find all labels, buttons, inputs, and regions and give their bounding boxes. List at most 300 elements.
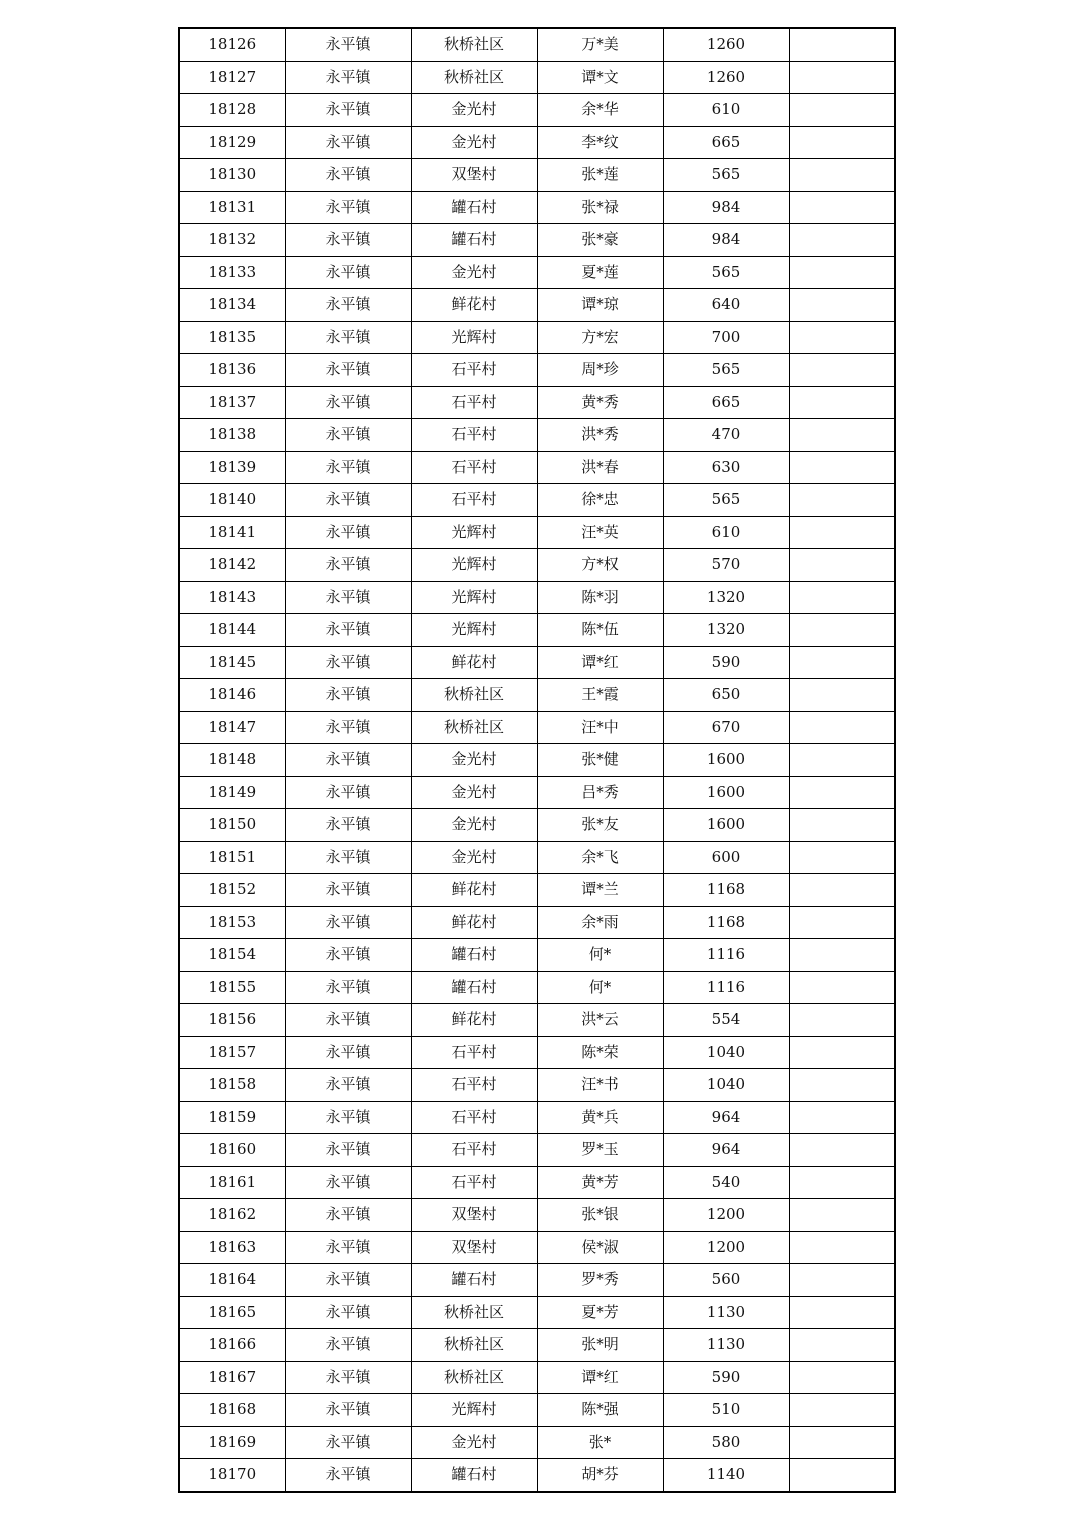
amount-cell: 1140: [663, 1459, 789, 1492]
remark-cell: [789, 1264, 895, 1297]
name-cell: 张*银: [537, 1199, 663, 1232]
town-cell: 永平镇: [285, 1426, 411, 1459]
amount-cell: 700: [663, 321, 789, 354]
table-row: [179, 1329, 895, 1362]
table-row: [179, 1296, 895, 1329]
amount-cell: 1040: [663, 1036, 789, 1069]
serial-number-cell: 18128: [179, 94, 285, 127]
table-row: [179, 224, 895, 257]
remark-cell: [789, 224, 895, 257]
town-cell: 永平镇: [285, 776, 411, 809]
remark-cell: [789, 874, 895, 907]
amount-cell: 510: [663, 1394, 789, 1427]
town-cell: 永平镇: [285, 614, 411, 647]
town-cell: 永平镇: [285, 1199, 411, 1232]
town-cell: 永平镇: [285, 1101, 411, 1134]
amount-cell: 1168: [663, 906, 789, 939]
table-row: [179, 256, 895, 289]
table-row: [179, 1361, 895, 1394]
amount-cell: 665: [663, 386, 789, 419]
village-cell: 金光村: [411, 776, 537, 809]
town-cell: 永平镇: [285, 841, 411, 874]
amount-cell: 580: [663, 1426, 789, 1459]
table-row: [179, 484, 895, 517]
remark-cell: [789, 516, 895, 549]
remark-cell: [789, 321, 895, 354]
name-cell: 吕*秀: [537, 776, 663, 809]
serial-number-cell: 18170: [179, 1459, 285, 1492]
remark-cell: [789, 1004, 895, 1037]
village-cell: 秋桥社区: [411, 1361, 537, 1394]
amount-cell: 1200: [663, 1231, 789, 1264]
amount-cell: 650: [663, 679, 789, 712]
serial-number-cell: 18167: [179, 1361, 285, 1394]
serial-number-cell: 18145: [179, 646, 285, 679]
remark-cell: [789, 906, 895, 939]
town-cell: 永平镇: [285, 1134, 411, 1167]
village-cell: 石平村: [411, 354, 537, 387]
town-cell: 永平镇: [285, 191, 411, 224]
village-cell: 金光村: [411, 94, 537, 127]
table-row: [179, 28, 895, 61]
serial-number-cell: 18139: [179, 451, 285, 484]
village-cell: 石平村: [411, 386, 537, 419]
town-cell: 永平镇: [285, 1296, 411, 1329]
town-cell: 永平镇: [285, 94, 411, 127]
name-cell: 谭*琼: [537, 289, 663, 322]
town-cell: 永平镇: [285, 419, 411, 452]
table-row: [179, 451, 895, 484]
table-row: [179, 646, 895, 679]
name-cell: 张*: [537, 1426, 663, 1459]
serial-number-cell: 18151: [179, 841, 285, 874]
remark-cell: [789, 484, 895, 517]
table-row: [179, 94, 895, 127]
remark-cell: [789, 451, 895, 484]
town-cell: 永平镇: [285, 809, 411, 842]
serial-number-cell: 18154: [179, 939, 285, 972]
remark-cell: [789, 646, 895, 679]
serial-number-cell: 18161: [179, 1166, 285, 1199]
town-cell: 永平镇: [285, 711, 411, 744]
village-cell: 石平村: [411, 419, 537, 452]
name-cell: 汪*中: [537, 711, 663, 744]
village-cell: 双堡村: [411, 1199, 537, 1232]
town-cell: 永平镇: [285, 1329, 411, 1362]
table-row: [179, 1004, 895, 1037]
name-cell: 汪*书: [537, 1069, 663, 1102]
amount-cell: 560: [663, 1264, 789, 1297]
serial-number-cell: 18153: [179, 906, 285, 939]
serial-number-cell: 18163: [179, 1231, 285, 1264]
table-row: [179, 61, 895, 94]
name-cell: 谭*文: [537, 61, 663, 94]
table-row: [179, 386, 895, 419]
name-cell: 黄*兵: [537, 1101, 663, 1134]
town-cell: 永平镇: [285, 1361, 411, 1394]
name-cell: 夏*芳: [537, 1296, 663, 1329]
name-cell: 侯*淑: [537, 1231, 663, 1264]
table-row: [179, 744, 895, 777]
town-cell: 永平镇: [285, 1394, 411, 1427]
village-cell: 秋桥社区: [411, 1296, 537, 1329]
village-cell: 金光村: [411, 126, 537, 159]
village-cell: 秋桥社区: [411, 28, 537, 61]
name-cell: 李*纹: [537, 126, 663, 159]
table-row: [179, 614, 895, 647]
village-cell: 金光村: [411, 744, 537, 777]
remark-cell: [789, 1134, 895, 1167]
table-row: [179, 321, 895, 354]
table-row: [179, 1069, 895, 1102]
remark-cell: [789, 1069, 895, 1102]
serial-number-cell: 18159: [179, 1101, 285, 1134]
amount-cell: 1200: [663, 1199, 789, 1232]
village-cell: 鲜花村: [411, 874, 537, 907]
serial-number-cell: 18164: [179, 1264, 285, 1297]
amount-cell: 470: [663, 419, 789, 452]
amount-cell: 1168: [663, 874, 789, 907]
table-row: [179, 841, 895, 874]
name-cell: 陈*伍: [537, 614, 663, 647]
town-cell: 永平镇: [285, 159, 411, 192]
name-cell: 张*明: [537, 1329, 663, 1362]
serial-number-cell: 18149: [179, 776, 285, 809]
table-row: [179, 1426, 895, 1459]
serial-number-cell: 18146: [179, 679, 285, 712]
name-cell: 罗*玉: [537, 1134, 663, 1167]
remark-cell: [789, 581, 895, 614]
town-cell: 永平镇: [285, 256, 411, 289]
name-cell: 罗*秀: [537, 1264, 663, 1297]
remark-cell: [789, 126, 895, 159]
village-cell: 罐石村: [411, 224, 537, 257]
amount-cell: 590: [663, 646, 789, 679]
village-cell: 石平村: [411, 1134, 537, 1167]
serial-number-cell: 18144: [179, 614, 285, 647]
serial-number-cell: 18142: [179, 549, 285, 582]
amount-cell: 964: [663, 1134, 789, 1167]
amount-cell: 565: [663, 484, 789, 517]
table-row: [179, 1199, 895, 1232]
records-body: [179, 28, 895, 1492]
table-row: [179, 1264, 895, 1297]
remark-cell: [789, 809, 895, 842]
remark-cell: [789, 191, 895, 224]
name-cell: 谭*红: [537, 646, 663, 679]
name-cell: 陈*羽: [537, 581, 663, 614]
town-cell: 永平镇: [285, 971, 411, 1004]
town-cell: 永平镇: [285, 939, 411, 972]
serial-number-cell: 18147: [179, 711, 285, 744]
town-cell: 永平镇: [285, 744, 411, 777]
serial-number-cell: 18157: [179, 1036, 285, 1069]
table-row: [179, 581, 895, 614]
town-cell: 永平镇: [285, 1264, 411, 1297]
name-cell: 张*友: [537, 809, 663, 842]
serial-number-cell: 18131: [179, 191, 285, 224]
remark-cell: [789, 61, 895, 94]
serial-number-cell: 18166: [179, 1329, 285, 1362]
serial-number-cell: 18160: [179, 1134, 285, 1167]
remark-cell: [789, 971, 895, 1004]
serial-number-cell: 18150: [179, 809, 285, 842]
village-cell: 石平村: [411, 1166, 537, 1199]
serial-number-cell: 18136: [179, 354, 285, 387]
amount-cell: 1320: [663, 581, 789, 614]
remark-cell: [789, 1166, 895, 1199]
village-cell: 罐石村: [411, 939, 537, 972]
amount-cell: 554: [663, 1004, 789, 1037]
table-row: [179, 906, 895, 939]
serial-number-cell: 18130: [179, 159, 285, 192]
amount-cell: 665: [663, 126, 789, 159]
village-cell: 光辉村: [411, 516, 537, 549]
town-cell: 永平镇: [285, 549, 411, 582]
remark-cell: [789, 1296, 895, 1329]
village-cell: 鲜花村: [411, 906, 537, 939]
town-cell: 永平镇: [285, 581, 411, 614]
remark-cell: [789, 679, 895, 712]
table-row: [179, 1101, 895, 1134]
serial-number-cell: 18133: [179, 256, 285, 289]
name-cell: 陈*荣: [537, 1036, 663, 1069]
remark-cell: [789, 1036, 895, 1069]
amount-cell: 1320: [663, 614, 789, 647]
town-cell: 永平镇: [285, 1069, 411, 1102]
name-cell: 王*霞: [537, 679, 663, 712]
name-cell: 洪*云: [537, 1004, 663, 1037]
serial-number-cell: 18140: [179, 484, 285, 517]
serial-number-cell: 18155: [179, 971, 285, 1004]
village-cell: 秋桥社区: [411, 711, 537, 744]
serial-number-cell: 18127: [179, 61, 285, 94]
table-row: [179, 1166, 895, 1199]
village-cell: 双堡村: [411, 159, 537, 192]
table-row: [179, 419, 895, 452]
serial-number-cell: 18148: [179, 744, 285, 777]
remark-cell: [789, 1101, 895, 1134]
amount-cell: 1116: [663, 971, 789, 1004]
serial-number-cell: 18129: [179, 126, 285, 159]
town-cell: 永平镇: [285, 1166, 411, 1199]
amount-cell: 1600: [663, 744, 789, 777]
table-row: [179, 289, 895, 322]
serial-number-cell: 18141: [179, 516, 285, 549]
serial-number-cell: 18165: [179, 1296, 285, 1329]
name-cell: 余*华: [537, 94, 663, 127]
name-cell: 周*珍: [537, 354, 663, 387]
name-cell: 夏*莲: [537, 256, 663, 289]
serial-number-cell: 18152: [179, 874, 285, 907]
serial-number-cell: 18134: [179, 289, 285, 322]
serial-number-cell: 18135: [179, 321, 285, 354]
amount-cell: 1260: [663, 61, 789, 94]
amount-cell: 610: [663, 516, 789, 549]
name-cell: 谭*红: [537, 1361, 663, 1394]
amount-cell: 630: [663, 451, 789, 484]
remark-cell: [789, 159, 895, 192]
table-row: [179, 1134, 895, 1167]
remark-cell: [789, 1361, 895, 1394]
amount-cell: 984: [663, 224, 789, 257]
name-cell: 余*雨: [537, 906, 663, 939]
village-cell: 罐石村: [411, 191, 537, 224]
name-cell: 陈*强: [537, 1394, 663, 1427]
town-cell: 永平镇: [285, 646, 411, 679]
village-cell: 秋桥社区: [411, 61, 537, 94]
table-row: [179, 939, 895, 972]
town-cell: 永平镇: [285, 1036, 411, 1069]
name-cell: 张*禄: [537, 191, 663, 224]
table-row: [179, 1231, 895, 1264]
remark-cell: [789, 776, 895, 809]
remark-cell: [789, 744, 895, 777]
table-row: [179, 809, 895, 842]
amount-cell: 640: [663, 289, 789, 322]
remark-cell: [789, 1459, 895, 1492]
amount-cell: 565: [663, 256, 789, 289]
village-cell: 金光村: [411, 809, 537, 842]
village-cell: 石平村: [411, 1036, 537, 1069]
name-cell: 张*豪: [537, 224, 663, 257]
village-cell: 石平村: [411, 1069, 537, 1102]
village-cell: 金光村: [411, 256, 537, 289]
amount-cell: 1040: [663, 1069, 789, 1102]
serial-number-cell: 18168: [179, 1394, 285, 1427]
serial-number-cell: 18137: [179, 386, 285, 419]
table-row: [179, 516, 895, 549]
table-row: [179, 159, 895, 192]
village-cell: 鲜花村: [411, 1004, 537, 1037]
name-cell: 何*: [537, 939, 663, 972]
name-cell: 张*健: [537, 744, 663, 777]
village-cell: 罐石村: [411, 1459, 537, 1492]
town-cell: 永平镇: [285, 224, 411, 257]
amount-cell: 590: [663, 1361, 789, 1394]
village-cell: 罐石村: [411, 971, 537, 1004]
name-cell: 黄*芳: [537, 1166, 663, 1199]
table-row: [179, 971, 895, 1004]
remark-cell: [789, 939, 895, 972]
amount-cell: 570: [663, 549, 789, 582]
serial-number-cell: 18156: [179, 1004, 285, 1037]
amount-cell: 565: [663, 159, 789, 192]
village-cell: 光辉村: [411, 614, 537, 647]
remark-cell: [789, 289, 895, 322]
town-cell: 永平镇: [285, 1459, 411, 1492]
amount-cell: 540: [663, 1166, 789, 1199]
table-row: [179, 1459, 895, 1492]
remark-cell: [789, 386, 895, 419]
serial-number-cell: 18143: [179, 581, 285, 614]
serial-number-cell: 18169: [179, 1426, 285, 1459]
table-row: [179, 874, 895, 907]
remark-cell: [789, 354, 895, 387]
remark-cell: [789, 28, 895, 61]
town-cell: 永平镇: [285, 28, 411, 61]
remark-cell: [789, 1199, 895, 1232]
amount-cell: 1130: [663, 1329, 789, 1362]
name-cell: 何*: [537, 971, 663, 1004]
amount-cell: 964: [663, 1101, 789, 1134]
town-cell: 永平镇: [285, 321, 411, 354]
village-cell: 秋桥社区: [411, 679, 537, 712]
name-cell: 方*权: [537, 549, 663, 582]
remark-cell: [789, 614, 895, 647]
remark-cell: [789, 711, 895, 744]
town-cell: 永平镇: [285, 289, 411, 322]
table-row: [179, 711, 895, 744]
village-cell: 石平村: [411, 484, 537, 517]
amount-cell: 600: [663, 841, 789, 874]
amount-cell: 610: [663, 94, 789, 127]
name-cell: 谭*兰: [537, 874, 663, 907]
town-cell: 永平镇: [285, 1004, 411, 1037]
name-cell: 张*莲: [537, 159, 663, 192]
village-cell: 鲜花村: [411, 289, 537, 322]
records-table: [178, 27, 896, 1493]
remark-cell: [789, 1426, 895, 1459]
town-cell: 永平镇: [285, 874, 411, 907]
name-cell: 万*美: [537, 28, 663, 61]
remark-cell: [789, 1394, 895, 1427]
town-cell: 永平镇: [285, 484, 411, 517]
village-cell: 石平村: [411, 1101, 537, 1134]
name-cell: 胡*芬: [537, 1459, 663, 1492]
village-cell: 双堡村: [411, 1231, 537, 1264]
amount-cell: 1600: [663, 809, 789, 842]
town-cell: 永平镇: [285, 126, 411, 159]
serial-number-cell: 18126: [179, 28, 285, 61]
serial-number-cell: 18158: [179, 1069, 285, 1102]
serial-number-cell: 18138: [179, 419, 285, 452]
table-row: [179, 126, 895, 159]
name-cell: 洪*秀: [537, 419, 663, 452]
serial-number-cell: 18162: [179, 1199, 285, 1232]
remark-cell: [789, 841, 895, 874]
village-cell: 光辉村: [411, 321, 537, 354]
village-cell: 秋桥社区: [411, 1329, 537, 1362]
remark-cell: [789, 419, 895, 452]
village-cell: 光辉村: [411, 549, 537, 582]
amount-cell: 1130: [663, 1296, 789, 1329]
amount-cell: 565: [663, 354, 789, 387]
town-cell: 永平镇: [285, 354, 411, 387]
village-cell: 金光村: [411, 1426, 537, 1459]
amount-cell: 984: [663, 191, 789, 224]
remark-cell: [789, 549, 895, 582]
amount-cell: 1260: [663, 28, 789, 61]
name-cell: 方*宏: [537, 321, 663, 354]
town-cell: 永平镇: [285, 516, 411, 549]
remark-cell: [789, 256, 895, 289]
table-row: [179, 549, 895, 582]
remark-cell: [789, 1231, 895, 1264]
amount-cell: 1600: [663, 776, 789, 809]
village-cell: 鲜花村: [411, 646, 537, 679]
table-row: [179, 1394, 895, 1427]
village-cell: 金光村: [411, 841, 537, 874]
village-cell: 光辉村: [411, 581, 537, 614]
amount-cell: 670: [663, 711, 789, 744]
village-cell: 石平村: [411, 451, 537, 484]
town-cell: 永平镇: [285, 1231, 411, 1264]
town-cell: 永平镇: [285, 451, 411, 484]
village-cell: 光辉村: [411, 1394, 537, 1427]
table-row: [179, 191, 895, 224]
town-cell: 永平镇: [285, 679, 411, 712]
